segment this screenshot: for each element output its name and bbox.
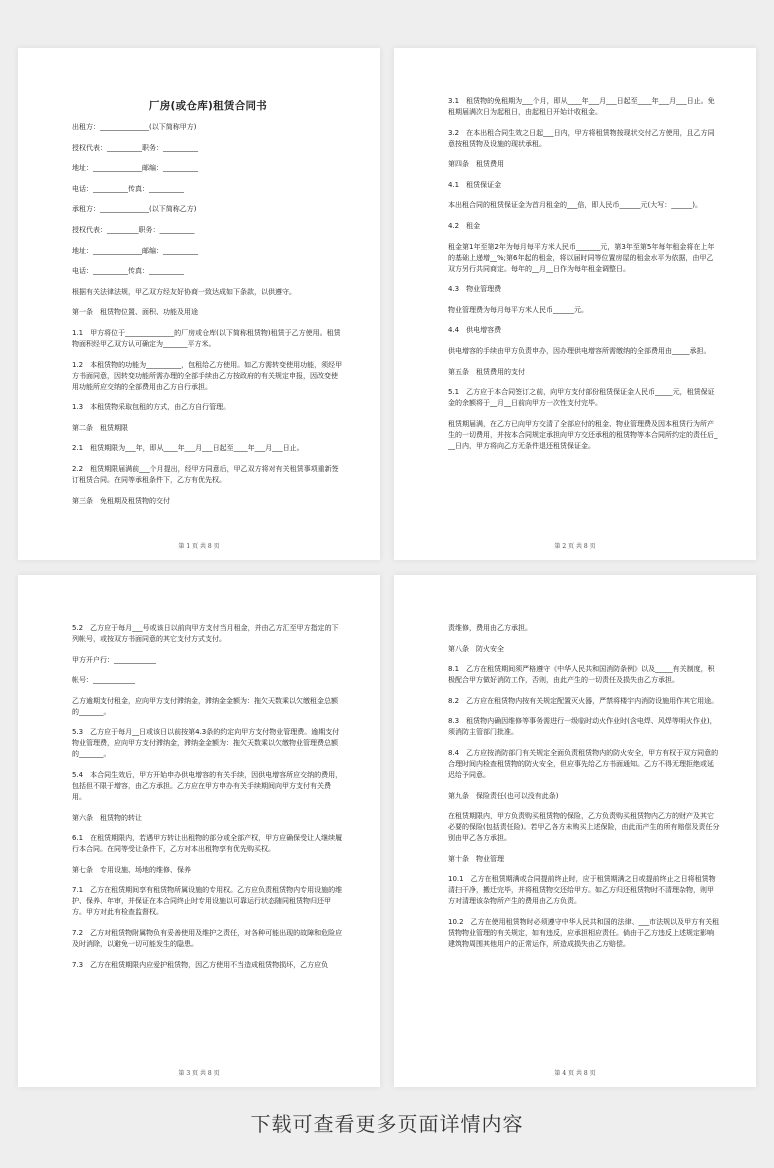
text-line: 1.1 甲方将位于______________的厂房或仓库(以下简称租赁物)租赁于乙方使用。租赁物面积经甲乙双方认可确定为_______平方米。: [72, 328, 341, 348]
text-line: 供电增容的手续由甲方负责申办，因办理供电增容所需缴纳的全部费用由_____承担。: [448, 346, 711, 355]
text-line: 本出租合同的租赁保证金为首月租金的___倍，即人民币______元(大写：______)。: [448, 201, 702, 210]
section-heading: 第八条 防火安全: [448, 644, 504, 653]
text-line: 10.2 乙方在使用租赁物时必须遵守中华人民共和国的法律、___市法规以及甲方有关租赁物物业管理的有关规定，如有违反，应承担相应责任。倘由于乙方违反上述规定影响建筑物周围其他用户的正常运作，所造成损失由乙方赔偿。: [448, 917, 720, 948]
text-line: 地址：______________邮编：__________: [72, 246, 198, 255]
text-line: 7.3 乙方在租赁期限内应爱护租赁物，因乙方使用不当造成租赁物损坏，乙方应负: [72, 960, 329, 969]
text-line: 3.1 租赁物的免租期为___个月，即从____年___月___日起至____年___月___日止。免租期届满次日为起租日，由起租日开始计收租金。: [448, 97, 715, 116]
text-line: 租金第1年至第2年为每月每平方米人民币_______元，第3年至第5年每年租金将在上年的基础上递增__%;第6年起的租金，将以届时同等位置房屋的租金水平为依据，由甲乙双方另行共同商定。每年的__月__日作为每年租金调整日。: [448, 242, 715, 273]
text-line: 4.3 物业管理费: [448, 285, 502, 294]
document-page-2: [394, 48, 756, 560]
text-line: 在租赁期限内，甲方负责购买租赁物的保险，乙方负责购买租赁物内乙方的财产及其它必要的保险(包括责任险)。若甲乙各方未购买上述保险，由此而产生的所有赔偿及责任分别由甲乙各方承担。: [448, 812, 720, 843]
text-line: 4.1 租赁保证金: [448, 180, 502, 189]
text-line: 10.1 乙方在租赁期满或合同提前终止时，应于租赁期满之日或提前终止之日将租赁物清扫干净，搬迁完毕，并将租赁物交还给甲方。如乙方归还租赁物时不清理杂物，则甲方对清理该杂物所产生的费用由乙方负责。: [448, 875, 716, 906]
document-page-3: [18, 575, 380, 1087]
section-heading: 第三条 免租期及租赁物的交付: [72, 496, 170, 505]
text-line: 5.2 乙方应于每月___号或该日以前向甲方支付当月租金，并由乙方汇至甲方指定的下列帐号，或按双方书面同意的其它支付方式支付。: [72, 624, 339, 643]
section-heading: 第四条 租赁费用: [448, 160, 504, 169]
text-line: 电话：__________传真：__________: [72, 184, 184, 193]
text-line: 地址：______________邮编：__________: [72, 164, 198, 173]
page-3-body: [72, 623, 344, 971]
download-more-caption: 下载可查看更多页面详情内容: [250, 1112, 524, 1136]
text-line: 租赁期届满，在乙方已向甲方交清了全部应付的租金、物业管理费及因本租赁行为所产生的一切费用，并按本合同规定承担向甲方交还承租的租赁物等本合同所约定的责任后___日内，甲方将向乙方无条件退还租赁保证金。: [448, 419, 718, 450]
text-line: 5.1 乙方应于本合同签订之前，向甲方支付部份租赁保证金人民币_____元，租赁保证金的余额将于__月__日前向甲方一次性支付完毕。: [448, 388, 715, 408]
text-line: 7.2 乙方对租赁物附属物负有妥善使用及维护之责任，对各种可能出现的故障和危险应及时消除，以避免一切可能发生的隐患。: [72, 928, 343, 948]
section-heading: 第二条 租赁期限: [72, 423, 128, 432]
text-line: 帐号：____________: [72, 676, 135, 685]
page-4-body: [448, 623, 720, 950]
text-line: 8.1 乙方在租赁期间须严格遵守《中华人民共和国消防条例》以及_____有关制度，积极配合甲方做好消防工作，否则，由此产生的一切责任及损失由乙方承担。: [448, 665, 715, 685]
text-line: 4.4 供电增容费: [448, 326, 502, 335]
section-heading: 第一条 租赁物位置、面积、功能及用途: [72, 308, 198, 317]
text-line: 8.2 乙方应在租赁物内按有关规定配置灭火器，严禁将楼宇内消防设施用作其它用途。: [448, 696, 719, 705]
section-heading: 第六条 租赁物的转让: [72, 813, 142, 822]
document-page-4: [394, 575, 756, 1087]
page-footer: 第 1 页 共 8 页: [178, 543, 220, 550]
text-line: 根据有关法律法规，甲乙双方经友好协商一致达成如下条款，以供遵守。: [72, 287, 296, 296]
text-line: 5.3 乙方应于每月__日或该日以前按第4.3条的约定向甲方支付物业管理费。逾期支付物业管理费，应向甲方支付滞纳金，滞纳金金额为：拖欠天数乘以欠缴物业管理费总额的_______。: [72, 728, 340, 759]
text-line: 2.1 租赁期限为___年，即从____年___月___日起至____年___月___日止。: [72, 444, 304, 453]
text-line: 电话：__________传真：__________: [72, 267, 184, 276]
section-heading: 第九条 保险责任(也可以没有此条): [448, 791, 559, 800]
page-footer: 第 2 页 共 8 页: [554, 543, 596, 550]
text-line: 8.4 乙方应按消防部门有关规定全面负责租赁物内的防火安全，甲方有权于双方同意的合理时间内检查租赁物的防火安全，但应事先给乙方书面通知。乙方不得无理拒绝或延迟给予同意。: [448, 748, 719, 779]
page-footer: 第 3 页 共 8 页: [178, 1070, 220, 1077]
section-heading: 第十条 物业管理: [448, 854, 504, 863]
text-line: 6.1 在租赁期限内，若遇甲方转让出租物的部分或全部产权，甲方应确保受让人继续履行本合同。在同等受让条件下，乙方对本出租物享有优先购买权。: [72, 834, 343, 854]
page-2-body: [448, 96, 720, 452]
section-heading: 第五条 租赁费用的支付: [448, 367, 525, 376]
text-line: 甲方开户行：____________: [72, 655, 156, 664]
page-1-body: [72, 122, 344, 507]
text-line: 2.2 租赁期限届满前___个月提出，经甲方同意后，甲乙双方将对有关租赁事项重新签订租赁合同。在同等承租条件下，乙方有优先权。: [72, 464, 339, 484]
text-line: 1.2 本租赁物的功能为__________，包租给乙方使用。如乙方需转变使用功能，须经甲方书面同意，因转变功能所需办理的全部手续由乙方按政府的有关规定申报，因改变使用功能所应交纳的全部费用由乙方自行承担。: [72, 360, 343, 391]
text-line: 1.3 本租赁物采取包租的方式，由乙方自行管理。: [72, 403, 231, 412]
text-line: 7.1 乙方在租赁期间享有租赁物所属设施的专用权。乙方应负责租赁物内专用设施的维护、保养、年审，并保证在本合同终止时专用设施以可靠运行状态随同租赁物归还甲方。甲方对此有检查监督权。: [72, 886, 343, 917]
text-line: 出租方：______________(以下简称甲方): [72, 123, 197, 131]
text-line: 承租方：______________(以下简称乙方): [72, 205, 197, 214]
text-line: 8.3 租赁物内确因维修等事务需进行一级临时动火作业时(含电焊、风焊等明火作业)，须消防主管部门批准。: [448, 717, 717, 737]
document-title: 厂房(或仓库)租赁合同书: [148, 100, 268, 112]
text-line: 3.2 在本出租合同生效之日起___日内，甲方将租赁物按现状交付乙方使用，且乙方同意按租赁物及设施的现状承租。: [448, 128, 715, 148]
text-line: 4.2 租金: [448, 221, 481, 230]
page-footer: 第 4 页 共 8 页: [554, 1070, 596, 1077]
text-line: 授权代表：_________职务：__________: [72, 225, 195, 234]
document-page-1: [18, 48, 380, 560]
text-line: 物业管理费为每月每平方米人民币______元。: [448, 305, 588, 314]
text-line: 5.4 本合同生效后，甲方开始申办供电增容的有关手续，因供电增容所应交纳的费用，包括但不限于增容，由乙方承担。乙方应在甲方申办有关手续期间向甲方支付有关费用。: [72, 770, 343, 801]
text-line: 授权代表：__________职务：__________: [72, 143, 198, 152]
section-heading: 第七条 专用设施、场地的维修、保养: [72, 865, 191, 874]
text-line: 责维修，费用由乙方承担。: [448, 624, 532, 632]
text-line: 乙方逾期支付租金，应向甲方支付滞纳金，滞纳金金额为：拖欠天数乘以欠缴租金总额的_______。: [72, 696, 338, 716]
